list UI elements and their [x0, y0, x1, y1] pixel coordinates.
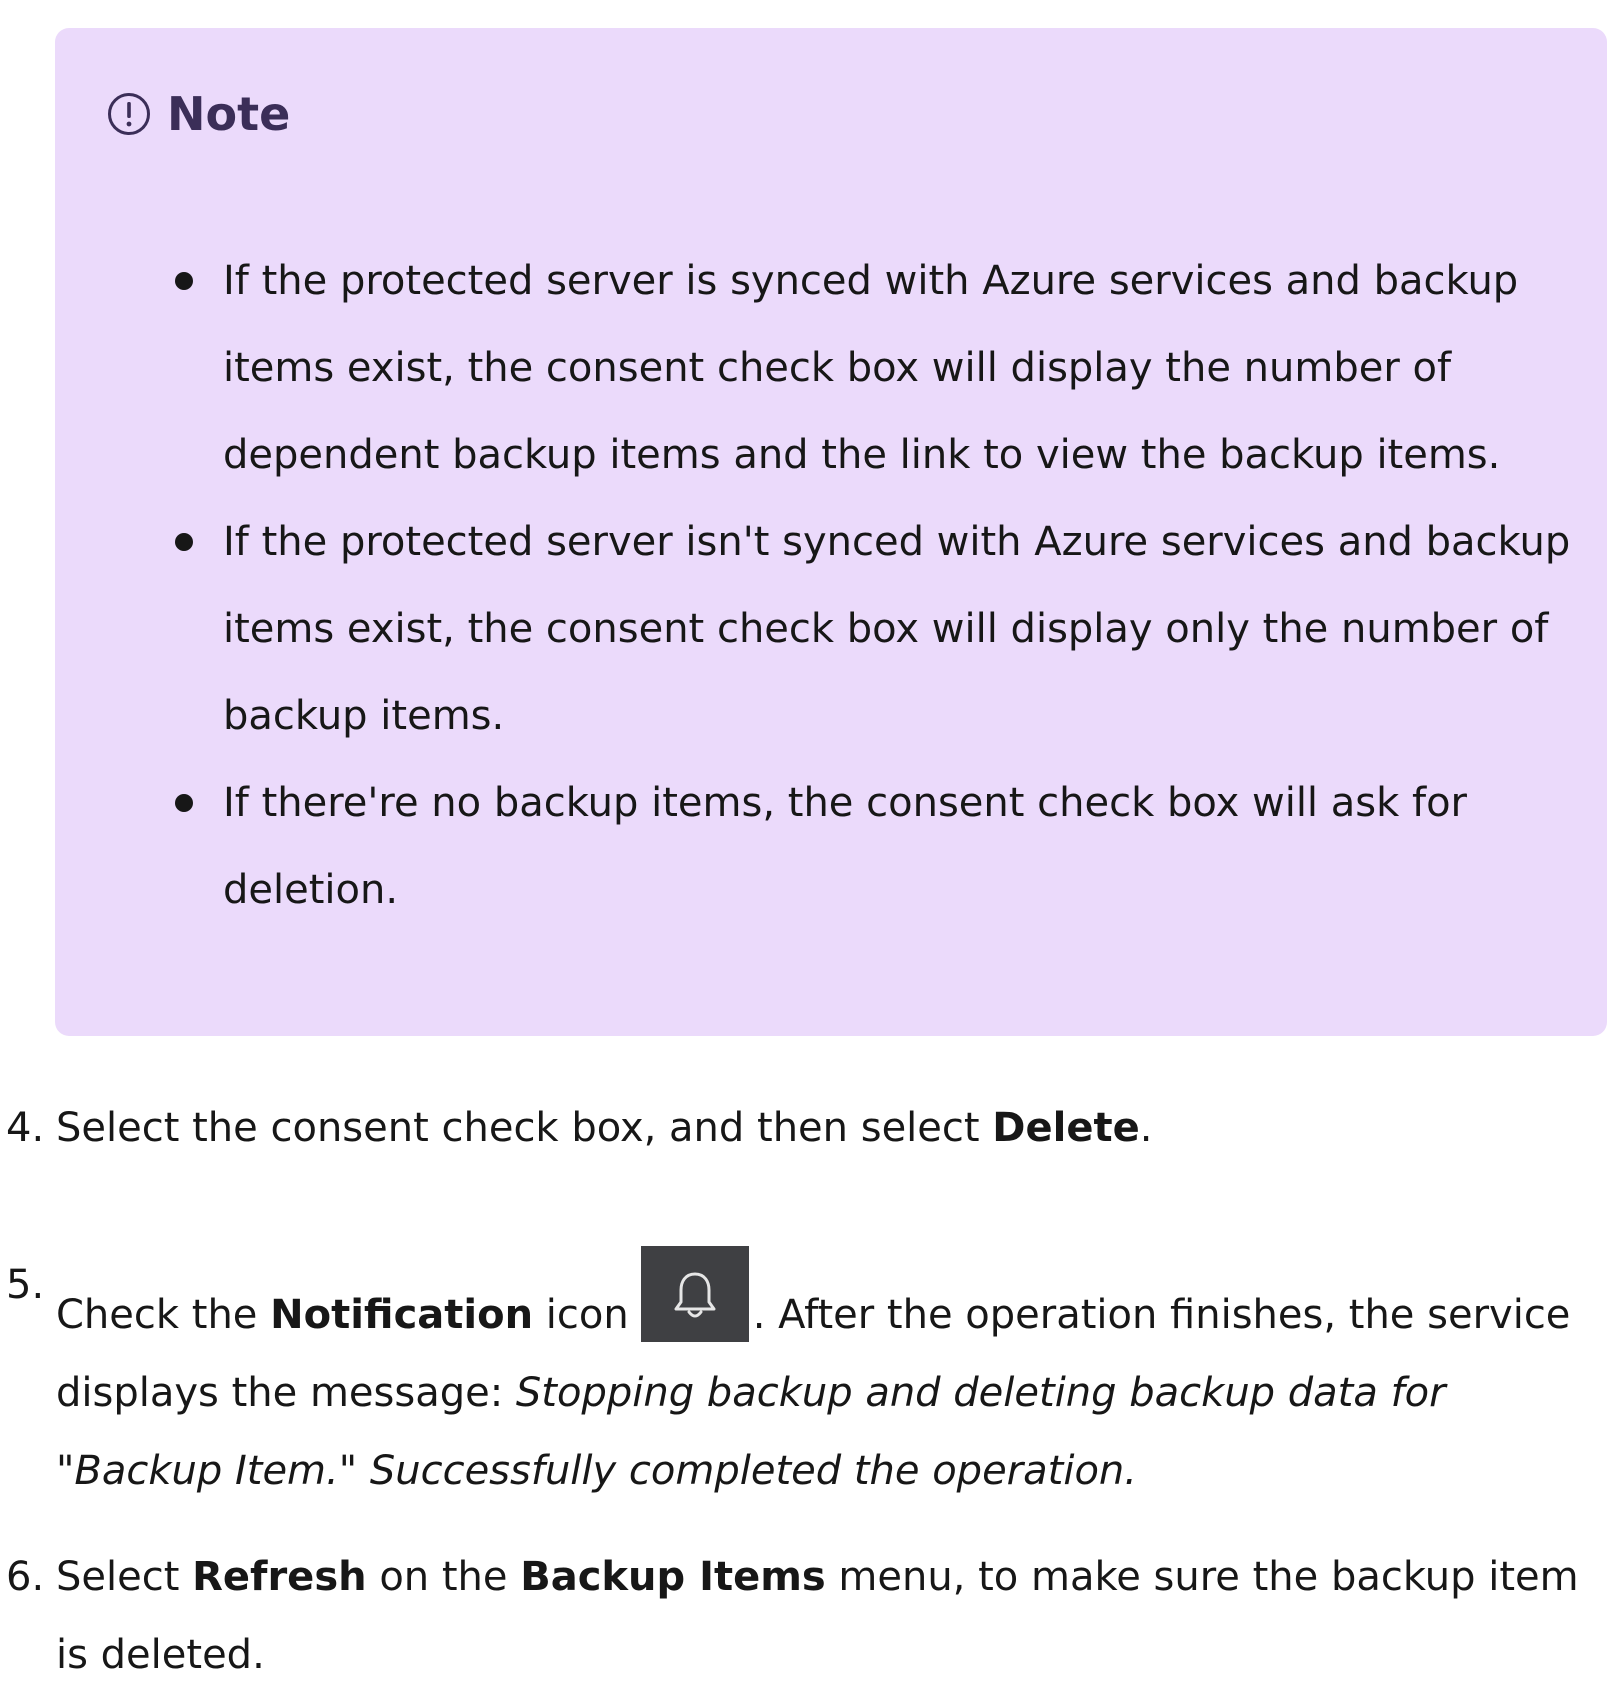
notification-icon-image	[641, 1246, 749, 1342]
step-text: on the	[366, 1554, 521, 1600]
delete-term: Delete	[992, 1105, 1140, 1151]
note-title	[107, 87, 291, 141]
note-list-item: If there're no backup items, the consent check box will ask for deletion.	[175, 760, 1575, 934]
note-callout	[55, 28, 1607, 1036]
bell-icon	[671, 1270, 719, 1320]
step-content	[56, 1538, 1596, 1686]
step-text: . After the operation finishes, the service displays the message:	[56, 1292, 1571, 1416]
step-text: Select the consent check box, and then select	[56, 1105, 993, 1151]
note-list-item: If the protected server isn't synced with Azure services and backup items exist, the consent check box will display only the number of backup items.	[175, 499, 1575, 760]
step-text: icon	[533, 1292, 629, 1338]
step-number: 6.	[6, 1554, 45, 1600]
info-circle-icon	[107, 92, 151, 136]
status-message: Stopping backup and deleting backup data for "Backup Item." Successfully completed the operation.	[56, 1370, 1446, 1494]
note-list-item: If the protected server is synced with Azure services and backup items exist, the consent check box will display the number of dependent backup items and the link to view the backup items.	[175, 238, 1575, 499]
step-content	[56, 1098, 1596, 1158]
step-number: 5.	[6, 1262, 45, 1308]
note-list	[175, 238, 1575, 934]
step-content	[56, 1246, 1596, 1510]
step-number: 4.	[6, 1105, 45, 1151]
backup-items-term: Backup Items	[520, 1554, 826, 1600]
step-text: menu, to make sure the backup item is deleted.	[56, 1554, 1579, 1678]
note-title-label: Note	[167, 87, 291, 141]
step-text: .	[1139, 1105, 1153, 1151]
notification-term: Notification	[270, 1292, 534, 1338]
step-text: Check the	[56, 1292, 271, 1338]
step-text: Select	[56, 1554, 193, 1600]
refresh-term: Refresh	[192, 1554, 367, 1600]
